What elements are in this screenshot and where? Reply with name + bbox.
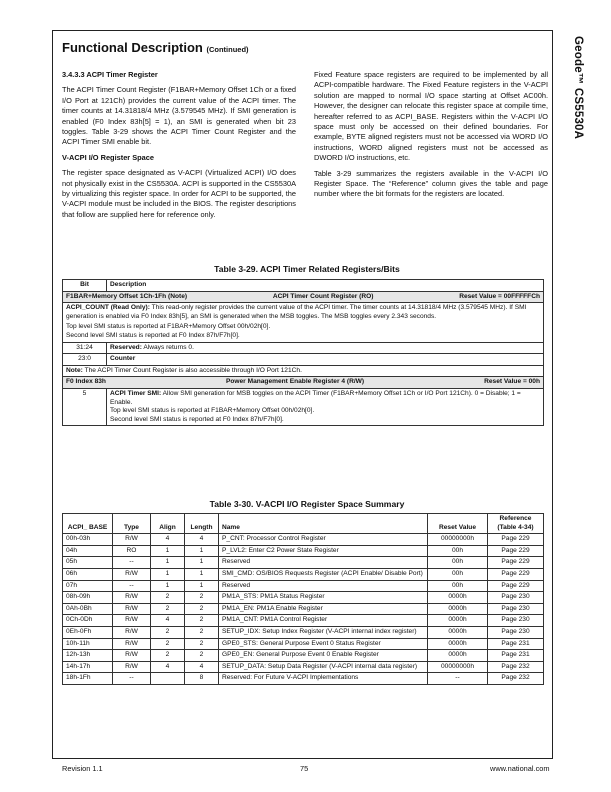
length-cell: 2 xyxy=(185,603,219,615)
align-cell: 2 xyxy=(151,626,185,638)
register-name: ACPI Timer Count Register (RO) xyxy=(272,292,374,300)
name-cell: GPE0_EN: General Purpose Event 0 Enable Register xyxy=(219,650,428,662)
field-name: ACPI Timer SMI: xyxy=(110,389,162,397)
type-cell: R/W xyxy=(113,626,151,638)
reference-cell: Page 230 xyxy=(488,603,544,615)
register-name: Power Management Enable Register 4 (R/W) xyxy=(225,378,365,386)
register-row xyxy=(63,377,544,389)
reset-value-cell: 0000h xyxy=(428,603,488,615)
reference-cell: Page 229 xyxy=(488,580,544,592)
name-cell: PM1A_STS: PM1A Status Register xyxy=(219,592,428,604)
name-cell: Reserved xyxy=(219,557,428,569)
side-title-text: Geode™ CS5530A xyxy=(572,36,584,140)
length-cell: 1 xyxy=(185,557,219,569)
table-row xyxy=(63,650,544,662)
register-description-row xyxy=(63,303,544,342)
table-row xyxy=(63,638,544,650)
name-cell: Reserved xyxy=(219,580,428,592)
table-row xyxy=(63,354,544,366)
align-cell: 4 xyxy=(151,534,185,546)
type-cell: R/W xyxy=(113,650,151,662)
acpi-base-cell: 07h xyxy=(63,580,113,592)
name-cell: P_CNT: Processor Control Register xyxy=(219,534,428,546)
name-cell: Reserved: For Future V-ACPI Implementations xyxy=(219,673,428,685)
table-row xyxy=(63,603,544,615)
length-cell: 1 xyxy=(185,580,219,592)
type-cell: R/W xyxy=(113,661,151,673)
field-name: ACPI_COUNT (Read Only): xyxy=(66,304,150,312)
footer-website: www.national.com xyxy=(490,764,550,773)
align-cell xyxy=(151,673,185,685)
name-cell: GPE0_STS: General Purpose Event 0 Status Register xyxy=(219,638,428,650)
name-cell: P_LVL2: Enter C2 Power State Register xyxy=(219,545,428,557)
table-row xyxy=(63,342,544,354)
length-cell: 2 xyxy=(185,638,219,650)
reference-cell: Page 229 xyxy=(488,545,544,557)
table-row xyxy=(63,592,544,604)
reference-cell: Page 229 xyxy=(488,568,544,580)
table-row xyxy=(63,545,544,557)
table-row xyxy=(63,661,544,673)
header-length: Length xyxy=(185,514,219,534)
reset-value-cell: 0000h xyxy=(428,615,488,627)
acpi-base-cell: 12h-13h xyxy=(63,650,113,662)
bit-cell: 23:0 xyxy=(63,354,107,366)
type-cell: R/W xyxy=(113,534,151,546)
subsection-heading-vacpi: V-ACPI I/O Register Space xyxy=(62,152,155,162)
reset-value-cell: 00000000h xyxy=(428,661,488,673)
length-cell: 2 xyxy=(185,626,219,638)
acpi-base-cell: 18h-1Fh xyxy=(63,673,113,685)
acpi-base-cell: 00h-03h xyxy=(63,534,113,546)
type-cell: R/W xyxy=(113,615,151,627)
align-cell: 2 xyxy=(151,650,185,662)
name-cell: SETUP_DATA: Setup Data Register (V-ACPI internal data register) xyxy=(219,661,428,673)
header-align: Align xyxy=(151,514,185,534)
reset-value-cell: 0000h xyxy=(428,638,488,650)
field-description: Allow SMI generation for MSB toggles on the ACPI Timer (F1BAR+Memory Offset 1Ch or I/O Port 121Ch). 0 = Disable; 1 = Enable. xyxy=(110,389,521,406)
table-row xyxy=(63,388,544,425)
table-3-30-title: Table 3-30. V-ACPI I/O Register Space Summary xyxy=(209,499,405,509)
acpi-base-cell: 10h-11h xyxy=(63,638,113,650)
align-cell: 2 xyxy=(151,603,185,615)
acpi-base-cell: 08h-09h xyxy=(63,592,113,604)
type-cell: RO xyxy=(113,545,151,557)
reference-cell: Page 230 xyxy=(488,592,544,604)
name-cell: SMI_CMD: OS/BIOS Requests Register (ACPI Enable/ Disable Port) xyxy=(219,568,428,580)
reference-cell: Page 231 xyxy=(488,650,544,662)
table-3-30 xyxy=(62,513,544,685)
type-cell: R/W xyxy=(113,592,151,604)
align-cell: 1 xyxy=(151,568,185,580)
reference-cell: Page 229 xyxy=(488,534,544,546)
reference-cell: Page 232 xyxy=(488,673,544,685)
table-row xyxy=(63,673,544,685)
align-cell: 4 xyxy=(151,661,185,673)
reset-value-cell: 0000h xyxy=(428,650,488,662)
acpi-base-cell: 04h xyxy=(63,545,113,557)
align-cell: 1 xyxy=(151,545,185,557)
register-row xyxy=(63,291,544,303)
reset-value-cell: 00000000h xyxy=(428,534,488,546)
register-offset: F1BAR+Memory Offset 1Ch-1Fh (Note) xyxy=(66,292,188,300)
name-cell: PM1A_CNT: PM1A Control Register xyxy=(219,615,428,627)
length-cell: 2 xyxy=(185,592,219,604)
align-cell: 1 xyxy=(151,580,185,592)
header-description: Description xyxy=(107,280,544,292)
description-line: Top level SMI status is reported at F1BAR+Memory Offset 00h/02h[0]. xyxy=(110,407,315,415)
align-cell: 4 xyxy=(151,615,185,627)
table-row xyxy=(63,615,544,627)
paragraph-table-summary: Table 3-29 summarizes the registers available in the V-ACPI I/O Register Space. The “Reference” column gives the table and page number where the bit formats for the registers are located. xyxy=(314,168,548,199)
name-cell: SETUP_IDX: Setup Index Register (V-ACPI internal index register) xyxy=(219,626,428,638)
register-reset-value: Reset Value = 00FFFFFCh xyxy=(459,292,540,300)
length-cell: 4 xyxy=(185,534,219,546)
table-row xyxy=(63,568,544,580)
type-cell: -- xyxy=(113,580,151,592)
acpi-base-cell: 0Ah-0Bh xyxy=(63,603,113,615)
header-reset-value: Reset Value xyxy=(428,514,488,534)
note-label: Note: xyxy=(66,366,83,374)
description-line: Top level SMI status is reported at F1BAR+Memory Offset 00h/02h[0]. xyxy=(66,323,271,331)
length-cell: 8 xyxy=(185,673,219,685)
align-cell: 2 xyxy=(151,638,185,650)
section-title-text: Functional Description xyxy=(62,40,203,55)
footer-page-number: 75 xyxy=(300,764,309,773)
length-cell: 2 xyxy=(185,650,219,662)
reset-value-cell: 00h xyxy=(428,557,488,569)
reset-value-cell: 00h xyxy=(428,545,488,557)
reference-cell: Page 232 xyxy=(488,661,544,673)
length-cell: 1 xyxy=(185,545,219,557)
reset-value-cell: 00h xyxy=(428,568,488,580)
paragraph-fixed-feature: Fixed Feature space registers are required to be implemented by all ACPI-compatible hardware. The Fixed Feature registers in the V-ACPI solution are mapped to normal I/O space starting at Offset AC00h. However, the designer can relocate this register space at compile time, hereafter referred to as ACPI_BASE. Registers within the V-ACPI I/O space must only be accessed on their defined boundaries. For example, BYTE aligned registers must not be accessed via WORD I/O instructions, WORD aligned registers must not be accessed as DWORD I/O instructions, etc. xyxy=(314,70,548,163)
table-header-row xyxy=(63,514,544,534)
register-offset: F0 Index 83h xyxy=(66,378,106,386)
table-3-29-title: Table 3-29. ACPI Timer Related Registers/Bits xyxy=(214,264,400,274)
table-header-row xyxy=(63,280,544,292)
note-text: The ACPI Timer Count Register is also accessible through I/O Port 121Ch. xyxy=(82,366,302,374)
acpi-base-cell: 05h xyxy=(63,557,113,569)
register-reset-value: Reset Value = 00h xyxy=(484,378,540,386)
type-cell: R/W xyxy=(113,638,151,650)
field-description: Always returns 0. xyxy=(141,343,194,351)
subsection-heading-acpi-timer: 3.4.3.3 ACPI Timer Register xyxy=(62,70,158,79)
header-bit: Bit xyxy=(63,280,107,292)
reference-cell: Page 229 xyxy=(488,557,544,569)
field-name: Reserved: xyxy=(110,343,142,351)
header-acpi-base: ACPI_ BASE xyxy=(63,514,113,534)
length-cell: 2 xyxy=(185,615,219,627)
table-3-29 xyxy=(62,279,544,426)
align-cell: 1 xyxy=(151,557,185,569)
table-3-30-body xyxy=(63,534,544,685)
type-cell: -- xyxy=(113,557,151,569)
left-column xyxy=(62,70,296,225)
align-cell: 2 xyxy=(151,592,185,604)
reset-value-cell: 0000h xyxy=(428,626,488,638)
bit-cell: 5 xyxy=(63,388,107,425)
name-cell: PM1A_EN: PM1A Enable Register xyxy=(219,603,428,615)
paragraph-acpi-timer: The ACPI Timer Count Register (F1BAR+Memory Offset 1Ch or a fixed I/O Port at 121Ch) provides the current value of the ACPI timer. The timer counts at 14.31818/4 MHz (3.579545 MHz). If SMI generation is enabled (F0 Index 83h[5] = 1), an SMI is generated when bit 23 toggles. Table 3-29 shows the ACPI Timer Count Register and the ACPI Timer SMI enable bit. xyxy=(62,85,296,147)
type-cell: R/W xyxy=(113,603,151,615)
right-column xyxy=(314,70,548,205)
reset-value-cell: 00h xyxy=(428,580,488,592)
header-type: Type xyxy=(113,514,151,534)
reference-cell: Page 231 xyxy=(488,638,544,650)
reset-value-cell: 0000h xyxy=(428,592,488,604)
field-name: Counter xyxy=(107,354,544,366)
acpi-base-cell: 0Eh-0Fh xyxy=(63,626,113,638)
table-row xyxy=(63,557,544,569)
section-title-continued: (Continued) xyxy=(206,45,249,54)
description-line: Second level SMI status is reported at F0 Index 87h/F7h[0]. xyxy=(66,331,240,339)
type-cell: R/W xyxy=(113,568,151,580)
table-row xyxy=(63,534,544,546)
table-row xyxy=(63,580,544,592)
acpi-base-cell: 06h xyxy=(63,568,113,580)
description-line: Second level SMI status is reported at F0 Index 87h/F7h[0]. xyxy=(110,415,284,423)
footer-revision: Revision 1.1 xyxy=(62,764,103,773)
field-description: This read-only register provides the current value of the ACPI timer. The timer counts at 14.31818/4 MHz (3.579545 MHz). If SMI generation is enabled via F0 Index 83h[5], an SMI is generated when the MSB toggles. The MSB toggles every 2.343 seconds. xyxy=(66,304,527,320)
acpi-base-cell: 14h-17h xyxy=(63,661,113,673)
reference-cell: Page 230 xyxy=(488,615,544,627)
reference-cell: Page 230 xyxy=(488,626,544,638)
reset-value-cell: -- xyxy=(428,673,488,685)
length-cell: 1 xyxy=(185,568,219,580)
side-title xyxy=(566,36,586,276)
length-cell: 4 xyxy=(185,661,219,673)
table-row xyxy=(63,626,544,638)
type-cell: -- xyxy=(113,673,151,685)
note-row xyxy=(63,365,544,377)
section-title xyxy=(62,40,249,55)
acpi-base-cell: 0Ch-0Dh xyxy=(63,615,113,627)
header-reference: Reference (Table 4-34) xyxy=(488,514,544,534)
paragraph-vacpi: The register space designated as V-ACPI (Virtualized ACPI) I/O does not physically exist in the CS5530A. ACPI is supported in the CS5530A by virtualizing this register space. In order for ACPI to be supported, the V-ACPI module must be included in the BIOS. The register descriptions that follow are supplied here for reference only. xyxy=(62,168,296,219)
header-name: Name xyxy=(219,514,428,534)
bit-cell: 31:24 xyxy=(63,342,107,354)
